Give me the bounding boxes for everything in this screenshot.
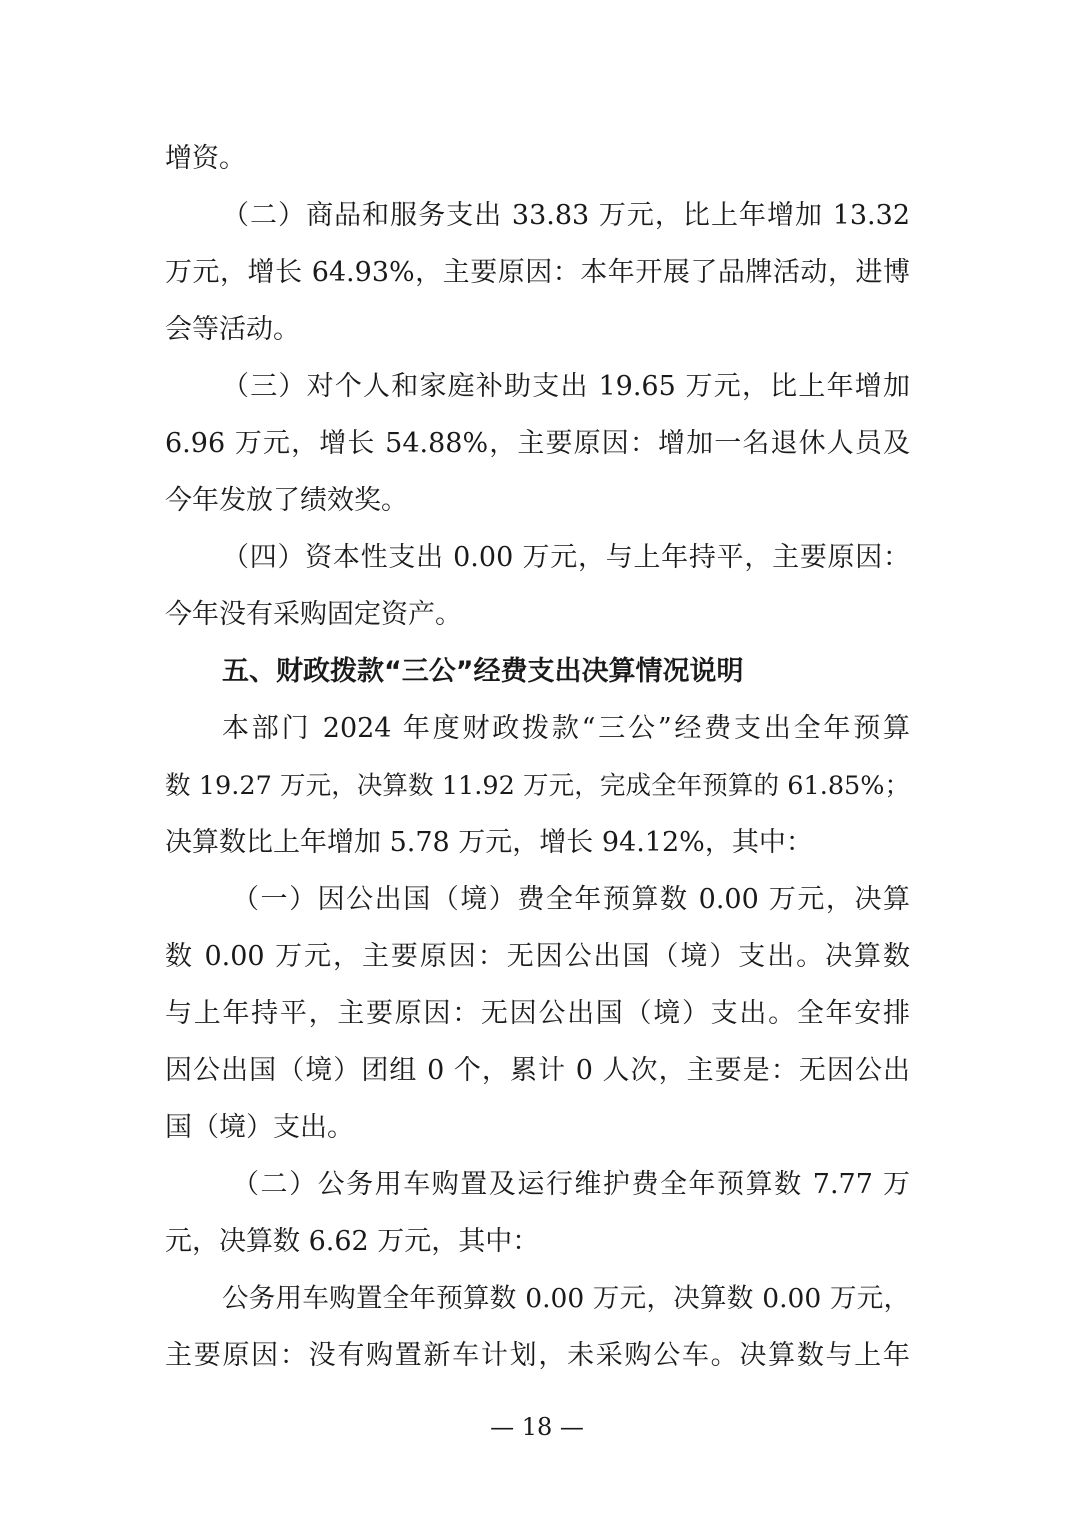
text-line-3: 万元，增长 64.93%，主要原因：本年开展了品牌活动，进博	[165, 257, 910, 288]
text-line-7: 今年发放了绩效奖。	[165, 485, 408, 516]
text-line-1: 增资。	[165, 143, 246, 174]
text-line-11: 本部门 2024 年度财政拨款“三公”经费支出全年预算	[222, 713, 910, 744]
text-line-14: （一）因公出国（境）费全年预算数 0.00 万元，决算	[232, 884, 910, 915]
page-number: — 18 —	[490, 1413, 584, 1441]
text-line-19: （二）公务用车购置及运行维护费全年预算数 7.77 万	[232, 1169, 910, 1200]
text-line-18: 国（境）支出。	[165, 1112, 354, 1143]
text-line-15: 数 0.00 万元，主要原因：无因公出国（境）支出。决算数	[165, 941, 910, 972]
text-line-20: 元，决算数 6.62 万元，其中：	[165, 1226, 540, 1257]
text-line-17: 因公出国（境）团组 0 个，累计 0 人次，主要是：无因公出	[165, 1055, 910, 1086]
text-line-4: 会等活动。	[165, 314, 300, 345]
section-heading: 五、财政拨款“三公”经费支出决算情况说明	[222, 656, 744, 687]
text-line-5: （三）对个人和家庭补助支出 19.65 万元，比上年增加	[222, 371, 910, 402]
text-line-6: 6.96 万元，增长 54.88%，主要原因：增加一名退休人员及	[165, 428, 910, 459]
text-line-22: 主要原因：没有购置新车计划，未采购公车。决算数与上年	[165, 1340, 910, 1371]
text-line-9: 今年没有采购固定资产。	[165, 599, 462, 630]
text-line-13: 决算数比上年增加 5.78 万元，增长 94.12%，其中：	[165, 827, 813, 858]
text-line-21: 公务用车购置全年预算数 0.00 万元，决算数 0.00 万元，	[222, 1283, 910, 1314]
text-line-8: （四）资本性支出 0.00 万元，与上年持平，主要原因：	[222, 542, 910, 573]
text-line-16: 与上年持平，主要原因：无因公出国（境）支出。全年安排	[165, 998, 910, 1029]
text-line-2: （二）商品和服务支出 33.83 万元，比上年增加 13.32	[222, 200, 910, 231]
text-line-12: 数 19.27 万元，决算数 11.92 万元，完成全年预算的 61.85%；	[165, 771, 910, 801]
